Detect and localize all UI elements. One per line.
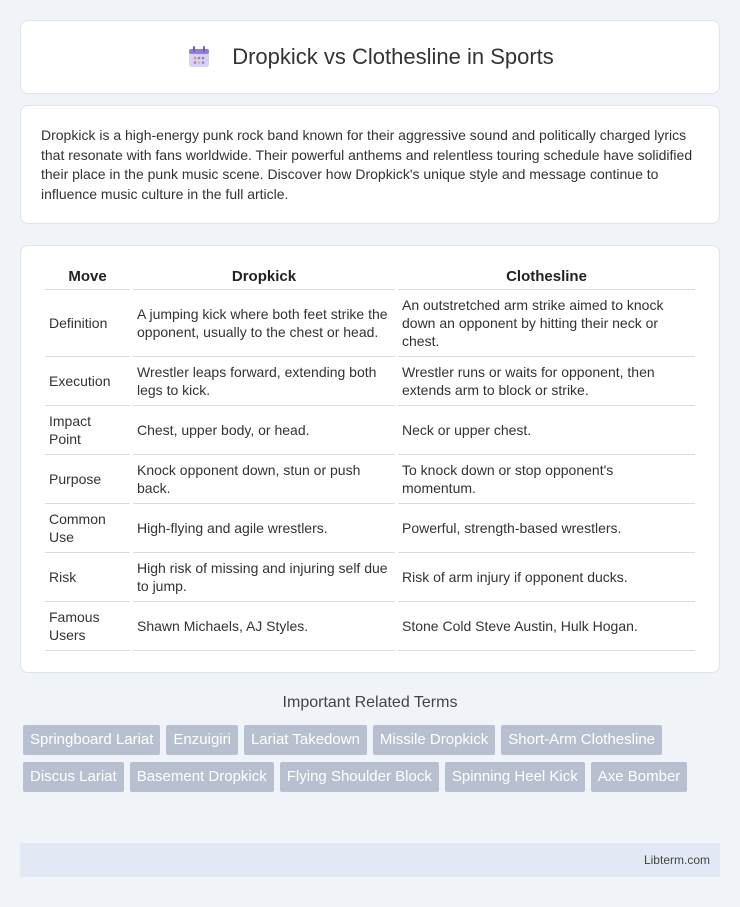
table-row xyxy=(45,357,695,406)
clothesline-cell: Wrestler runs or waits for opponent, then extends arm to block or strike. xyxy=(398,357,695,406)
header-dropkick: Dropkick xyxy=(133,264,395,290)
table-header-row xyxy=(45,264,695,290)
tag-missile-dropkick[interactable]: Missile Dropkick xyxy=(373,725,495,755)
comparison-table xyxy=(42,264,698,651)
footer-brand[interactable]: Libterm.com xyxy=(643,853,710,867)
dropkick-cell: Shawn Michaels, AJ Styles. xyxy=(133,602,395,651)
header-clothesline: Clothesline xyxy=(398,264,695,290)
dropkick-cell: A jumping kick where both feet strike the opponent, usually to the chest or head. xyxy=(133,290,395,357)
dropkick-cell: High-flying and agile wrestlers. xyxy=(133,504,395,553)
related-terms-tags xyxy=(23,725,723,799)
tag-springboard-lariat[interactable]: Springboard Lariat xyxy=(23,725,160,755)
page-title: Dropkick vs Clothesline in Sports xyxy=(232,44,554,69)
footer xyxy=(20,843,720,877)
row-label: Impact Point xyxy=(45,406,130,455)
tag-enzuigiri[interactable]: Enzuigiri xyxy=(166,725,238,755)
row-label: Famous Users xyxy=(45,602,130,651)
related-terms-title: Important Related Terms xyxy=(282,694,458,711)
table-row xyxy=(45,406,695,455)
dropkick-cell: Chest, upper body, or head. xyxy=(133,406,395,455)
table-row xyxy=(45,602,695,651)
tag-spinning-heel-kick[interactable]: Spinning Heel Kick xyxy=(445,762,585,792)
title-card xyxy=(20,20,720,94)
table-row xyxy=(45,553,695,602)
tag-discus-lariat[interactable]: Discus Lariat xyxy=(23,762,124,792)
tag-basement-dropkick[interactable]: Basement Dropkick xyxy=(130,762,274,792)
clothesline-cell: An outstretched arm strike aimed to knock down an opponent by hitting their neck or chest. xyxy=(398,290,695,357)
clothesline-cell: Powerful, strength-based wrestlers. xyxy=(398,504,695,553)
table-row xyxy=(45,455,695,504)
tag-axe-bomber[interactable]: Axe Bomber xyxy=(591,762,688,792)
table-row xyxy=(45,290,695,357)
row-label: Definition xyxy=(45,290,130,357)
intro-card xyxy=(20,105,720,224)
row-label: Common Use xyxy=(45,504,130,553)
comparison-table-card xyxy=(20,245,720,673)
clothesline-cell: To knock down or stop opponent's momentum. xyxy=(398,455,695,504)
clothesline-cell: Risk of arm injury if opponent ducks. xyxy=(398,553,695,602)
table-row xyxy=(45,504,695,553)
dropkick-cell: Wrestler leaps forward, extending both legs to kick. xyxy=(133,357,395,406)
header-move: Move xyxy=(45,264,130,290)
row-label: Purpose xyxy=(45,455,130,504)
intro-text: Dropkick is a high-energy punk rock band known for their aggressive sound and politically charged lyrics that resonate with fans worldwide. Their powerful anthems and relentless touring schedule have solidified their place in the punk music scene. Discover how Dropkick's unique style and message continue to influence music culture in the full article. xyxy=(41,127,693,202)
clothesline-cell: Stone Cold Steve Austin, Hulk Hogan. xyxy=(398,602,695,651)
dropkick-cell: High risk of missing and injuring self due to jump. xyxy=(133,553,395,602)
tag-lariat-takedown[interactable]: Lariat Takedown xyxy=(244,725,367,755)
calendar-icon xyxy=(186,44,212,70)
row-label: Execution xyxy=(45,357,130,406)
row-label: Risk xyxy=(45,553,130,602)
clothesline-cell: Neck or upper chest. xyxy=(398,406,695,455)
dropkick-cell: Knock opponent down, stun or push back. xyxy=(133,455,395,504)
tag-flying-shoulder-block[interactable]: Flying Shoulder Block xyxy=(280,762,439,792)
tag-short-arm-clothesline[interactable]: Short-Arm Clothesline xyxy=(501,725,662,755)
